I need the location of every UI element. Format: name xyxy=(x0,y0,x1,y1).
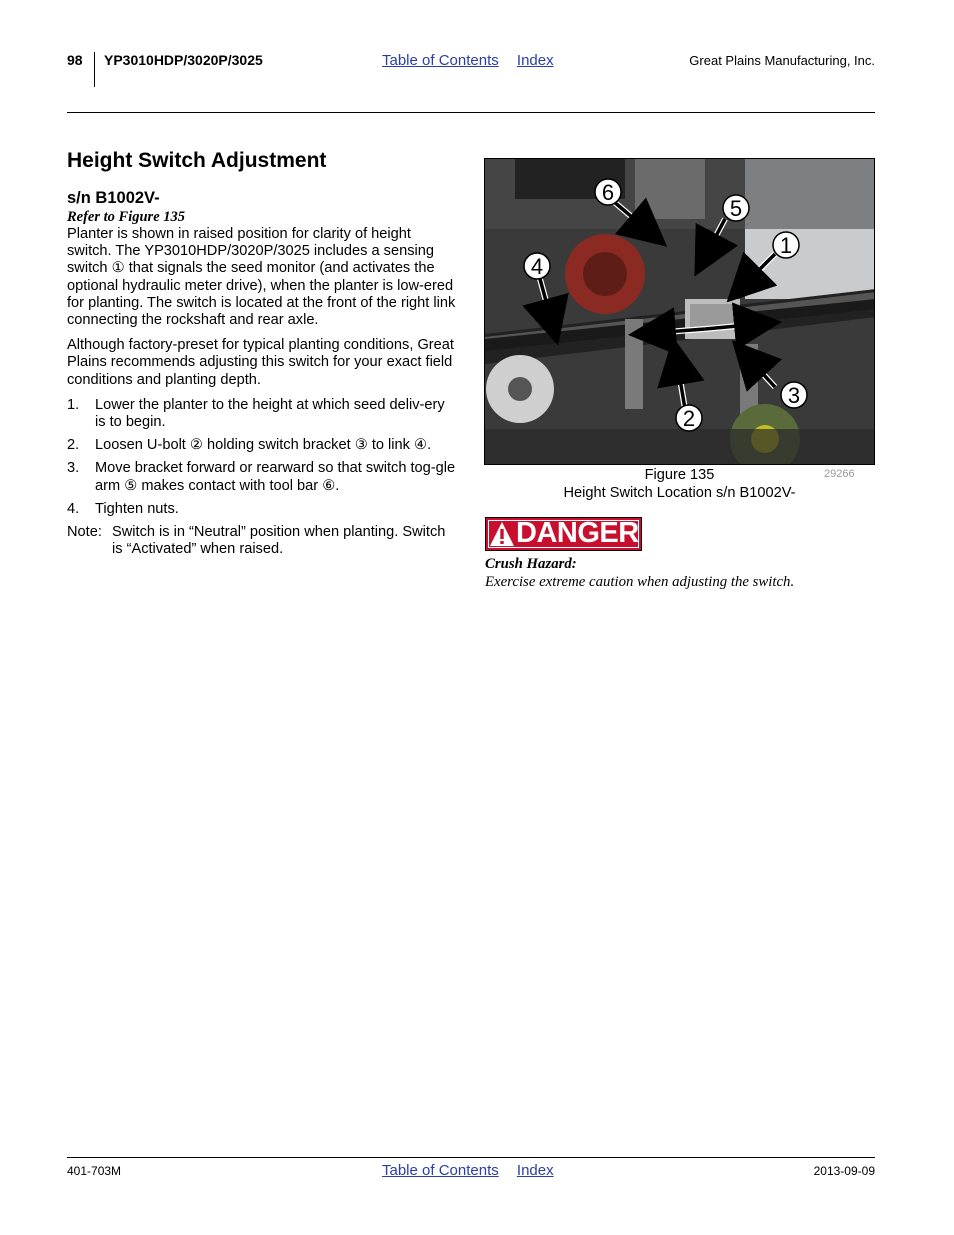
svg-text:5: 5 xyxy=(729,196,743,221)
page-footer xyxy=(67,1162,875,1182)
header-toc-link[interactable]: Table of Contents xyxy=(382,52,499,69)
model-title: YP3010HDP/3020P/3025 xyxy=(104,52,263,68)
header-links xyxy=(382,52,568,69)
callout-5 xyxy=(723,195,749,221)
list-item xyxy=(67,437,459,454)
danger-word: DANGER xyxy=(516,517,639,549)
footer-toc-link[interactable]: Table of Contents xyxy=(382,1162,499,1179)
step-number: 1. xyxy=(67,396,80,413)
figure-caption xyxy=(484,467,875,502)
header-divider xyxy=(94,52,95,87)
hazard-message xyxy=(485,556,885,591)
procedure-steps xyxy=(67,397,459,518)
footer-rule xyxy=(67,1157,875,1158)
company-name: Great Plains Manufacturing, Inc. xyxy=(689,53,875,68)
step-text: Move bracket forward or rearward so that switch tog-gle arm ⑤ makes contact with tool bar ⑥. xyxy=(95,460,456,494)
header-index-link[interactable]: Index xyxy=(516,52,554,69)
section-subtitle: s/n B1002V- xyxy=(67,189,160,207)
section-title: Height Switch Adjustment xyxy=(67,149,327,172)
footer-links xyxy=(382,1162,568,1179)
svg-text:6: 6 xyxy=(601,180,615,205)
step-text: Loosen U-bolt ② holding switch bracket ③ to link ④. xyxy=(95,437,432,454)
step-number: 4. xyxy=(67,500,80,517)
danger-label xyxy=(485,517,642,551)
footer-index-link[interactable]: Index xyxy=(516,1162,554,1179)
document-number: 401-703M xyxy=(67,1164,122,1178)
hazard-title: Crush Hazard: xyxy=(485,556,577,572)
step-text: Lower the planter to the height at which seed deliv-ery is to begin. xyxy=(95,396,445,431)
svg-text:4: 4 xyxy=(530,254,544,279)
figure-reference: Refer to Figure 135 xyxy=(67,209,186,225)
callout-2 xyxy=(676,405,702,431)
list-item xyxy=(67,501,459,518)
warning-triangle-icon xyxy=(489,521,515,547)
photo-id: 29266 xyxy=(824,468,855,480)
page-number: 98 xyxy=(67,52,83,68)
page-header xyxy=(67,52,875,88)
callout-6 xyxy=(595,179,621,205)
step-number: 3. xyxy=(67,460,80,477)
main-text-column xyxy=(67,148,459,558)
height-switch-photo xyxy=(485,159,875,465)
paragraph-preset: Although factory-preset for typical planting conditions, Great Plains recommends adjusting this switch for your exact field conditions and planting depth. xyxy=(67,337,454,388)
svg-text:1: 1 xyxy=(779,233,793,258)
figure-photo xyxy=(484,158,875,465)
callout-3 xyxy=(781,382,807,408)
callout-4 xyxy=(524,253,550,279)
list-item xyxy=(67,460,459,494)
list-item xyxy=(67,397,459,431)
hazard-text: Exercise extreme caution when adjusting the switch. xyxy=(485,573,795,590)
callout-1 xyxy=(773,232,799,258)
svg-text:3: 3 xyxy=(787,383,801,408)
svg-text:2: 2 xyxy=(682,406,696,431)
step-number: 2. xyxy=(67,437,80,454)
document-date: 2013-09-09 xyxy=(813,1164,875,1178)
figure-title: Height Switch Location s/n B1002V- xyxy=(563,484,796,501)
figure-number: Figure 135 xyxy=(644,467,715,483)
paragraph-intro: Planter is shown in raised position for clarity of height switch. The YP3010HDP/3020P/3025 includes a sensing switch ① that signals the seed monitor (and activates the optional hydraulic meter drive), when the planter is low-ered for planting. The switch is located at the front of the right link connecting the rockshaft and rear axle. xyxy=(67,226,456,329)
note-label: Note: xyxy=(67,524,102,541)
note xyxy=(67,524,459,558)
header-rule xyxy=(67,112,875,113)
step-text: Tighten nuts. xyxy=(95,500,179,517)
note-text: Switch is in “Neutral” position when planting. Switch is “Activated” when raised. xyxy=(112,524,446,558)
